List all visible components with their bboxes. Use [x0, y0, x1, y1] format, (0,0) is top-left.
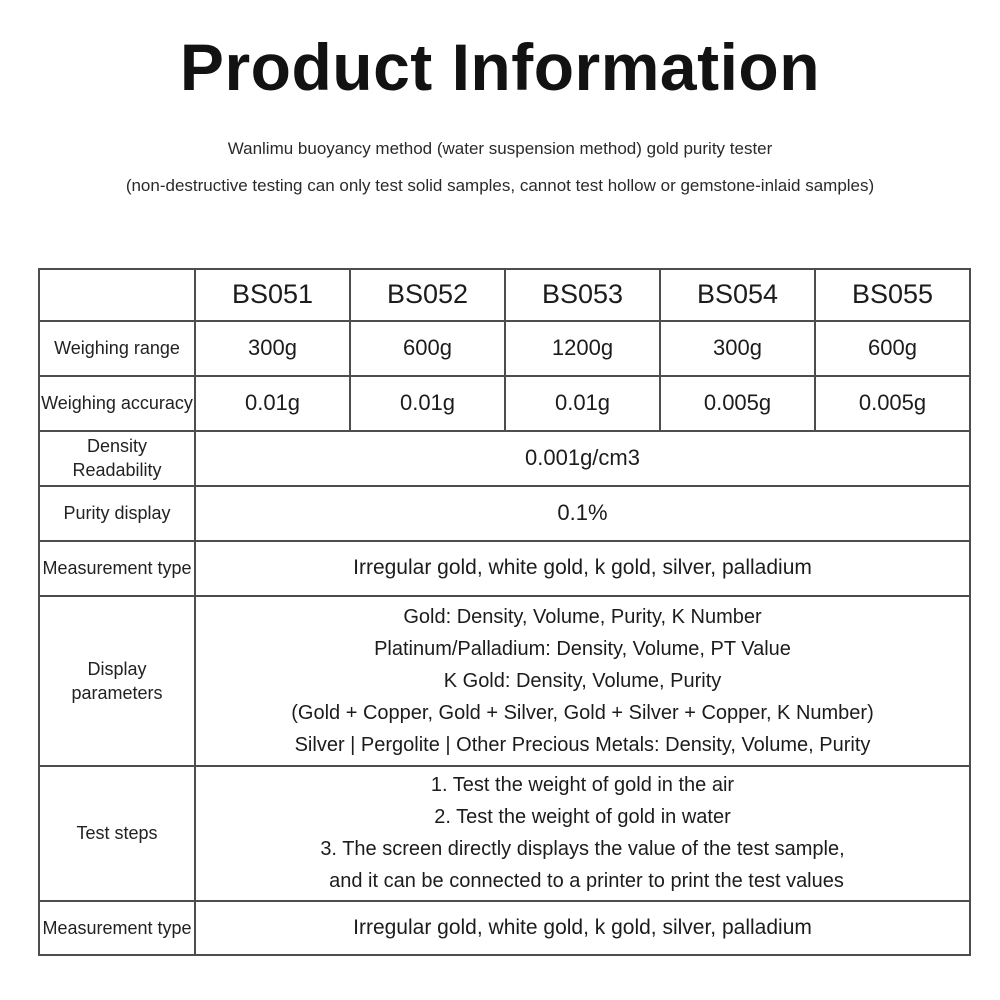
weighing-accuracy-value: 0.01g — [350, 376, 505, 431]
model-name-bs051: BS051 — [195, 269, 350, 321]
weighing-range-value: 300g — [660, 321, 815, 376]
density-readability-value: 0.001g/cm3 — [195, 431, 970, 486]
model-name-bs054: BS054 — [660, 269, 815, 321]
display-parameters-line: Silver | Pergolite | Other Precious Metals: Density, Volume, Purity — [294, 733, 871, 756]
weighing-accuracy-value: 0.005g — [660, 376, 815, 431]
weighing-range-value: 1200g — [505, 321, 660, 376]
test-step-line: 2. Test the weight of gold in water — [434, 806, 731, 829]
table-row-header — [39, 269, 970, 321]
page-title: Product Information — [179, 30, 821, 104]
subtitle-line-1: Wanlimu buoyancy method (water suspension method) gold purity tester — [227, 138, 773, 158]
measurement-type-value: Irregular gold, white gold, k gold, silver, palladium — [195, 541, 970, 596]
model-name-bs052: BS052 — [350, 269, 505, 321]
display-parameters-line: K Gold: Density, Volume, Purity — [443, 669, 722, 692]
display-parameters-line: (Gold + Copper, Gold + Silver, Gold + Silver + Copper, K Number) — [291, 701, 874, 724]
table-row-weighing-range — [39, 321, 970, 376]
display-parameters-value — [195, 596, 970, 766]
weighing-accuracy-value: 0.01g — [195, 376, 350, 431]
product-spec-table — [38, 268, 971, 956]
weighing-range-value: 600g — [350, 321, 505, 376]
weighing-accuracy-value: 0.005g — [815, 376, 970, 431]
table-row-display-parameters — [39, 596, 970, 766]
row-label-measurement-type: Measurement type — [39, 541, 195, 596]
row-label-density-readability: Density Readability — [39, 431, 195, 486]
row-label-test-steps: Test steps — [39, 766, 195, 901]
weighing-accuracy-value: 0.01g — [505, 376, 660, 431]
test-step-line: and it can be connected to a printer to print the test values — [329, 870, 844, 893]
weighing-range-value: 300g — [195, 321, 350, 376]
model-name-bs055: BS055 — [815, 269, 970, 321]
table-row-weighing-accuracy — [39, 376, 970, 431]
model-header-cell: Model — [39, 269, 195, 321]
table-row-measurement-type — [39, 541, 970, 596]
table-row-measurement-type-2 — [39, 901, 970, 955]
row-label-weighing-range: Weighing range — [39, 321, 195, 376]
row-label-weighing-accuracy: Weighing accuracy — [39, 376, 195, 431]
row-label-measurement-type-2: Measurement type — [39, 901, 195, 955]
row-label-display-parameters: Display parameters — [39, 596, 195, 766]
display-parameters-line: Platinum/Palladium: Density, Volume, PT Value — [374, 637, 791, 660]
table-row-density-readability — [39, 431, 970, 486]
subtitle-line-2: (non-destructive testing can only test solid samples, cannot test hollow or gemstone-inlaid samples) — [125, 175, 875, 195]
model-name-bs053: BS053 — [505, 269, 660, 321]
display-parameters-line: Gold: Density, Volume, Purity, K Number — [403, 605, 762, 628]
table-row-test-steps — [39, 766, 970, 901]
purity-display-value: 0.1% — [195, 486, 970, 541]
weighing-range-value: 600g — [815, 321, 970, 376]
table-row-purity-display — [39, 486, 970, 541]
test-steps-value — [195, 766, 970, 901]
test-step-line: 3. The screen directly displays the value of the test sample, — [320, 838, 845, 861]
measurement-type-2-value: Irregular gold, white gold, k gold, silver, palladium — [195, 901, 970, 955]
row-label-purity-display: Purity display — [39, 486, 195, 541]
test-step-line: 1. Test the weight of gold in the air — [430, 774, 735, 797]
